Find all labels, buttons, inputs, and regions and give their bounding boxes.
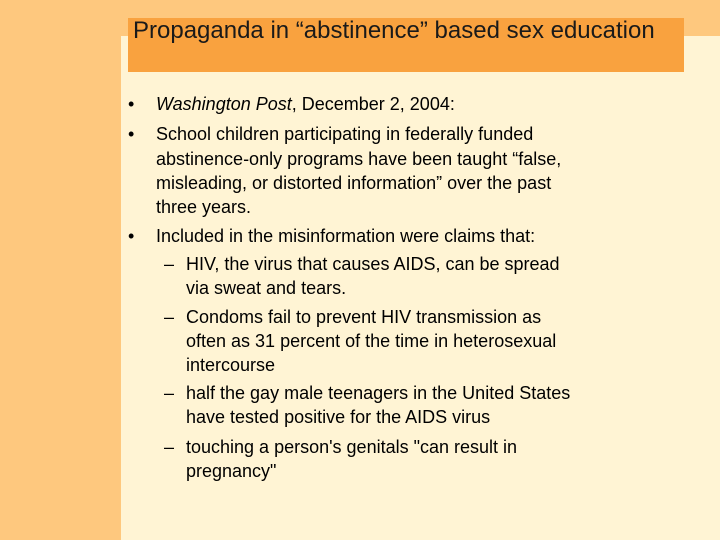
subitem-line: via sweat and tears. — [186, 278, 347, 298]
subitem-line: often as 31 percent of the time in heterosexual — [186, 331, 557, 351]
list-item — [156, 94, 455, 115]
dash-marker: – — [164, 254, 175, 274]
subitem-line: touching a person's genitals "can result in — [186, 437, 518, 457]
bullet-marker: • — [128, 124, 135, 144]
bullet-marker: • — [128, 226, 135, 246]
subitem-line: pregnancy" — [186, 461, 277, 481]
dash-marker: – — [164, 383, 175, 403]
subitem-line: Condoms fail to prevent HIV transmission as — [186, 307, 542, 327]
list-item-line: Included in the misinformation were claims that: — [156, 226, 536, 246]
list-item-line: abstinence-only programs have been taught “false, — [156, 149, 562, 169]
list-item-line: misleading, or distorted information” over the past — [156, 173, 552, 193]
left-accent-band — [0, 0, 121, 540]
subitem-line: half the gay male teenagers in the United States — [186, 383, 571, 403]
subitem-line: have tested positive for the AIDS virus — [186, 407, 491, 427]
subitem-line: intercourse — [186, 355, 276, 375]
list-item-line: three years. — [156, 197, 252, 217]
dash-marker: – — [164, 307, 175, 327]
bullet-marker: • — [128, 94, 135, 114]
list-item-line: School children participating in federally funded — [156, 124, 534, 144]
source-date: , December 2, 2004: — [291, 94, 455, 114]
dash-marker: – — [164, 437, 175, 457]
subitem-line: HIV, the virus that causes AIDS, can be spread — [186, 254, 560, 274]
source-name: Washington Post — [156, 94, 292, 114]
slide-title: Propaganda in “abstinence” based sex education — [133, 17, 655, 44]
